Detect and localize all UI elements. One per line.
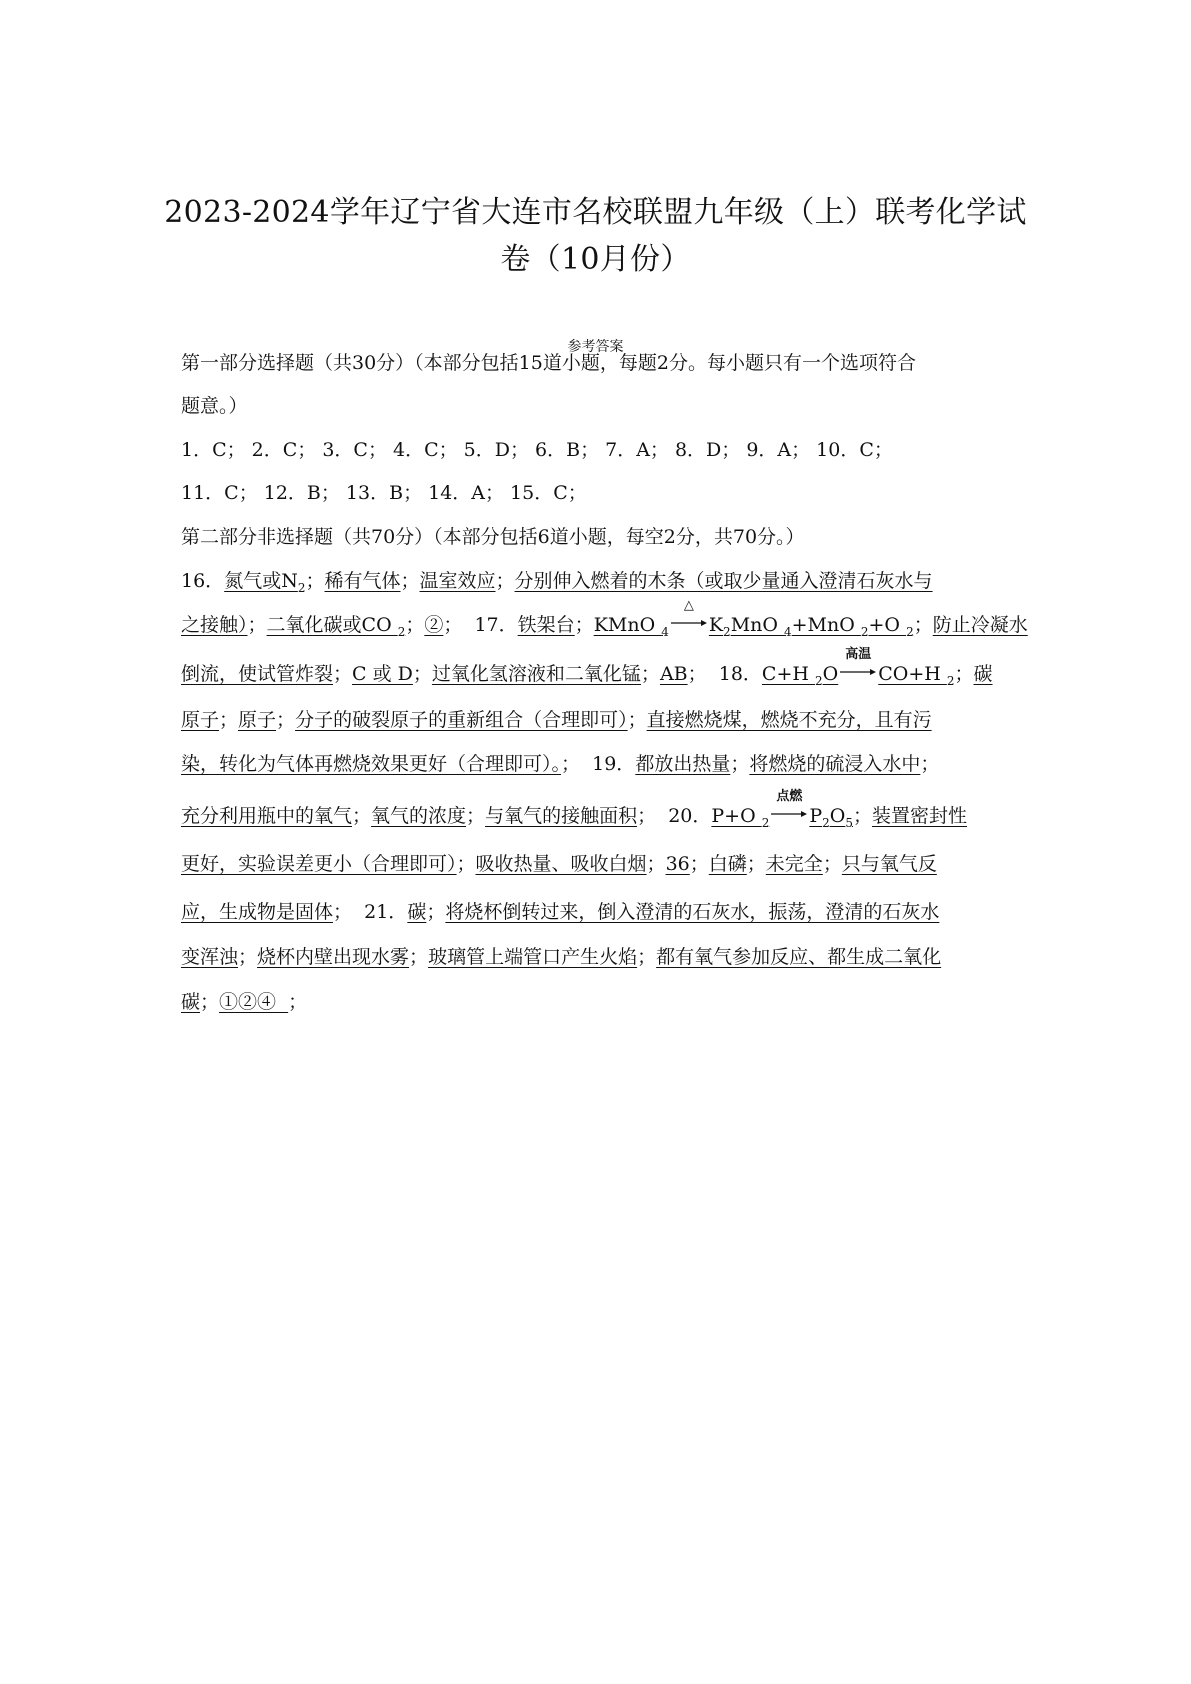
reaction-arrow	[770, 789, 808, 823]
answer-blank: ①②④	[219, 991, 289, 1013]
answer-line: 更好，实验误差更小（合理即可）；吸收热量、吸收白烟；36；白磷；未完全；只与氧气反	[181, 853, 937, 875]
answer-blank: 倒流，使试管炸裂	[181, 663, 334, 685]
answer-blank: 烧杯内壁出现水雾	[257, 946, 410, 968]
part2-heading: 第二部分非选择题（共70分）（本部分包括6道小题，每空2分，共70分。）	[181, 526, 805, 548]
answer-blank: 氧气的浓度	[371, 805, 467, 827]
answer-blank: C 或 D	[352, 663, 413, 685]
ignition-condition-label: 点燃	[776, 789, 803, 804]
answer-blank: 之接触）	[181, 614, 248, 636]
answer-line: 充分利用瓶中的氧气；氧气的浓度；与氧气的接触面积； 20．P+O $_2$ 点燃 $P_2O_5$；装置密封性	[181, 789, 968, 830]
question-number: 19．	[592, 753, 636, 775]
answer-blank: 都放出热量	[635, 753, 731, 775]
answer-blank: 只与氧气反	[841, 853, 937, 875]
part1-heading-line-2: 题意。）	[181, 395, 248, 417]
answer-blank: 碳	[407, 901, 427, 923]
answer-blank: 碳	[973, 663, 993, 685]
answer-blank: 充分利用瓶中的氧气	[181, 805, 353, 827]
chemical-equation: P+O $_2$ 点燃 $P_2O_5$	[711, 789, 853, 830]
answer-blank: 稀有气体	[324, 570, 401, 592]
answer-key-subtitle: 参考答案	[567, 339, 624, 355]
question-number: 17．	[474, 614, 518, 636]
answer-line: 原子；原子；分子的破裂原子的重新组合（合理即可）；直接燃烧煤，燃烧不充分，且有污	[181, 709, 932, 731]
answer-blank: 变浑浊	[181, 946, 239, 968]
answer-line: 碳；①②④ ；	[181, 991, 308, 1013]
reaction-arrow	[839, 647, 877, 681]
answer-blank: 过氧化氢溶液和二氧化锰	[431, 663, 641, 685]
answer-blank: 直接燃烧煤，燃烧不充分，且有污	[646, 709, 932, 731]
answer-blank: 装置密封性	[872, 805, 968, 827]
answer-blank: 将烧杯倒转过来，倒入澄清的石灰水，振荡，澄清的石灰水	[445, 901, 940, 923]
answer-blank: 白磷	[708, 853, 747, 875]
answer-blank: 未完全	[765, 853, 823, 875]
page-title-line-1: 2023-2024学年辽宁省大连市名校联盟九年级（上）联考化学试	[164, 195, 1027, 230]
part1-answers-line-1: 1．C； 2．C； 3．C； 4．C； 5．D； 6．B； 7．A； 8．D； 9．A； 10．C；	[181, 439, 893, 461]
answer-line: 应，生成物是固体； 21．碳；将烧杯倒转过来，倒入澄清的石灰水，振荡，澄清的石灰水	[181, 901, 940, 923]
answer-line: 染，转化为气体再燃烧效果更好（合理即可）。； 19．都放出热量；将燃烧的硫浸入水中；	[181, 753, 940, 775]
answer-blank: 染，转化为气体再燃烧效果更好（合理即可）。	[181, 753, 562, 775]
answer-blank: 原子	[181, 709, 220, 731]
question-number: 20．	[668, 805, 712, 827]
answer-blank: AB	[659, 663, 688, 685]
page-title-line-2: 卷（10月份）	[500, 242, 691, 277]
answer-blank: 都有氧气参加反应、都生成二氧化	[656, 946, 942, 968]
reaction-arrow	[670, 598, 708, 632]
answer-line: 16．氮气或$N_2$；稀有气体；温室效应；分别伸入燃着的木条（或取少量通入澄清石灰水与	[181, 570, 933, 595]
answer-blank: 36	[665, 853, 690, 875]
answer-blank: 氮气或$N_2$	[224, 570, 306, 595]
answer-blank: 玻璃管上端管口产生火焰	[428, 946, 638, 968]
part1-heading-line-1: 第一部分选择题（共30分）（本部分包括15道小题，每题2分。每小题只有一个选项符合	[181, 352, 916, 374]
arrow-icon	[770, 809, 808, 819]
arrow-icon	[670, 618, 708, 628]
question-number: 16．	[181, 570, 225, 592]
answer-blank: 铁架台	[517, 614, 575, 636]
answer-blank: 温室效应	[419, 570, 496, 592]
chemical-equation: C+H $_2$O 高温 CO+H $_2$	[761, 647, 955, 688]
question-number: 21．	[364, 901, 408, 923]
part1-answers-line-2: 11．C； 12．B； 13．B； 14．A； 15．C；	[181, 482, 587, 504]
answer-blank: 碳	[181, 991, 201, 1013]
answer-blank: ②	[424, 614, 444, 636]
answer-line: 之接触）；二氧化碳或CO $_2$；②； 17．铁架台；KMnO $_4$ △ $K_2MnO$ $_4$+MnO $_2$+O $_2$；防止冷凝水	[181, 598, 1028, 639]
answer-blank: 吸收热量、吸收白烟	[475, 853, 647, 875]
question-number: 18．	[718, 663, 762, 685]
answer-line: 倒流，使试管炸裂；C 或 D；过氧化氢溶液和二氧化锰；AB； 18．C+H $_2$O 高温 CO+H $_2$；碳	[181, 647, 993, 688]
arrow-icon	[839, 667, 877, 677]
answer-blank: 防止冷凝水	[932, 614, 1028, 636]
answer-blank: 分别伸入燃着的木条（或取少量通入澄清石灰水与	[514, 570, 933, 592]
answer-blank: 应，生成物是固体	[181, 901, 334, 923]
answer-blank: 将燃烧的硫浸入水中	[749, 753, 921, 775]
high-temp-condition-label: 高温	[845, 647, 872, 662]
answer-line: 变浑浊；烧杯内壁出现水雾；玻璃管上端管口产生火焰；都有氧气参加反应、都生成二氧化	[181, 946, 942, 968]
answer-blank: 与氧气的接触面积	[485, 805, 638, 827]
heat-condition-label: △	[683, 598, 694, 613]
chemical-equation: KMnO $_4$ △ $K_2MnO$ $_4$+MnO $_2$+O $_2$	[593, 598, 914, 639]
answer-blank: 原子	[238, 709, 277, 731]
answer-blank: 二氧化碳或CO $_2$	[266, 614, 406, 639]
answer-blank: 分子的破裂原子的重新组合（合理即可）	[295, 709, 628, 731]
answer-blank: 更好，实验误差更小（合理即可）	[181, 853, 457, 875]
